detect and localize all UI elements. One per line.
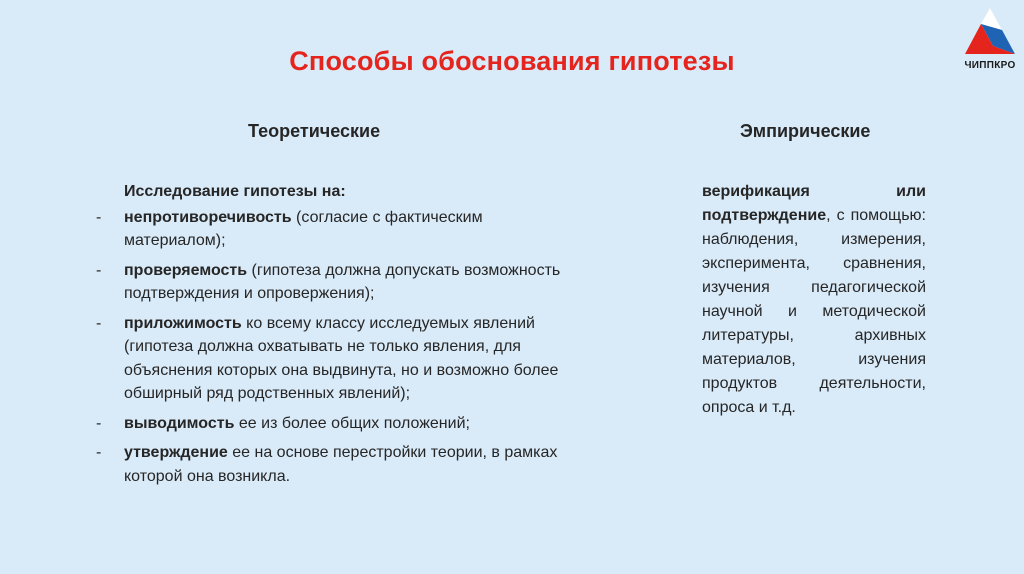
slide-title: Способы обоснования гипотезы [289, 46, 735, 76]
list-item [96, 441, 586, 488]
heading-empirical: Эмпирические [740, 121, 871, 141]
item-text: (гипотеза должна допускать возможность подтверждения и опровержения); [124, 261, 561, 302]
bullet-dash: - [96, 208, 102, 226]
empirical-text [702, 180, 926, 420]
item-text: ее на основе перестройки теории, в рамках которой она возникла. [124, 444, 558, 485]
item-term: утверждение [124, 444, 228, 461]
bullet-dash: - [96, 444, 102, 461]
item-term: проверяемость [124, 261, 248, 279]
logo-text: ЧИППКРО [964, 60, 1016, 71]
item-text: ко всему классу исследуемых явлений (гипотеза должна охватывать не только явления, для объяснения которых она выдвинута, но и возможно более обширный ряд родственных явлений); [124, 314, 559, 402]
item-term: выводимость [124, 414, 235, 432]
list-item [96, 412, 586, 436]
logo [958, 6, 1022, 78]
heading-theoretical: Теоретические [248, 121, 381, 141]
bullet-dash: - [96, 414, 102, 432]
list-item [96, 259, 586, 306]
bullet-dash: - [96, 314, 102, 332]
list-item [96, 312, 586, 406]
bullet-dash: - [96, 261, 102, 279]
item-term: приложимость [124, 314, 242, 332]
item-term: непротиворечивость [124, 208, 292, 226]
theoretical-intro: Исследование гипотезы на: [124, 183, 346, 200]
item-text: ее из более общих положений; [234, 414, 470, 432]
triangle-logo-icon [963, 6, 1017, 60]
list-item [96, 206, 586, 253]
item-text: (согласие с фактическим материалом); [124, 208, 483, 249]
empirical-description: , с помощью: наблюдения, измерения, эксперимента, сравнения, изучения педагогической научной и методической литературы, архивных материалов, изучения продуктов деятельности, опроса и т.д. [702, 207, 926, 416]
empirical-term: верификация или подтверждение [702, 183, 926, 224]
theoretical-list [96, 180, 586, 494]
